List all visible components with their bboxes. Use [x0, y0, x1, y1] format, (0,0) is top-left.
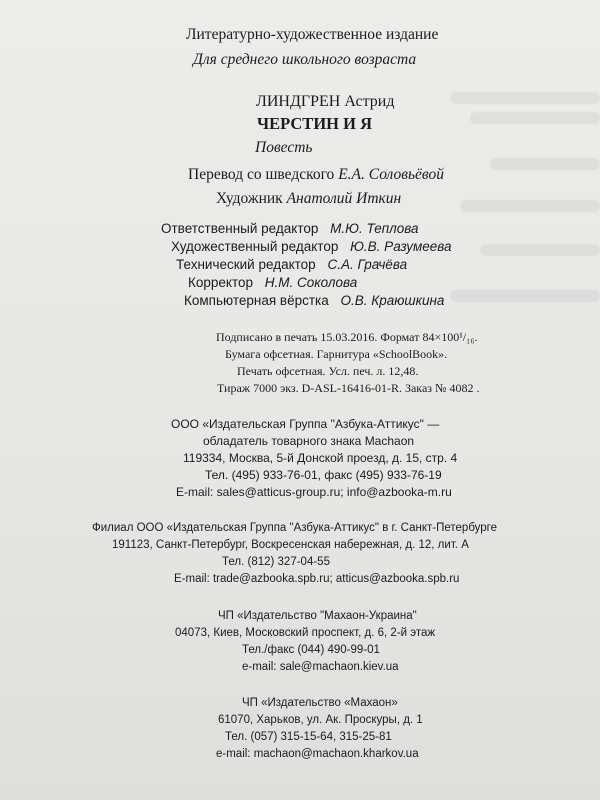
print-run: Тираж 7000 экз. D-ASL-16416-01-R. Заказ № 4082 .: [217, 381, 480, 395]
bleed-through-shadow: [450, 290, 600, 302]
age-group: Для среднего школьного возраста: [193, 51, 417, 68]
print-signed: Подписано в печать 15.03.2016. Формат 84×100¹/₁₆.: [216, 330, 478, 344]
print-sheets: Печать офсетная. Усл. печ. л. 12,48.: [237, 364, 419, 378]
kharkov-publisher-email: e-mail: machaon@machaon.kharkov.ua: [216, 748, 419, 760]
editor-role: Корректор: [188, 275, 254, 290]
ukraine-publisher-address: 04073, Киев, Московский проспект, д. 6, 2-й этаж: [175, 627, 436, 639]
edition-type: Литературно-художественное издание: [186, 26, 439, 43]
illustrator-credit: [216, 191, 401, 207]
bleed-through-shadow: [470, 112, 600, 124]
publisher-name: ООО «Издательская Группа "Азбука-Аттикус" —: [171, 417, 440, 431]
publisher-phone: Тел. (495) 933-76-01, факс (495) 933-76-19: [205, 468, 442, 482]
editor-name: О.В. Краюшкина: [340, 293, 445, 308]
editor-name: Ю.В. Разумеева: [350, 239, 452, 254]
ukraine-publisher-phone: Тел./факс (044) 490-99-01: [242, 644, 380, 656]
kharkov-publisher-phone: Тел. (057) 315-15-64, 315-25-81: [225, 731, 392, 743]
paper-font: Бумага офсетная. Гарнитура «SchoolBook».: [225, 347, 448, 361]
editor-name: С.А. Грачёва: [327, 257, 408, 272]
trademark-owner: обладатель товарного знака Machaon: [203, 434, 415, 448]
editor-name: М.Ю. Теплова: [330, 221, 419, 236]
book-genre: Повесть: [255, 139, 313, 156]
spb-branch-name: Филиал ООО «Издательская Группа "Азбука-Аттикус" в г. Санкт-Петербурге: [92, 522, 498, 534]
editor-line: [176, 258, 407, 272]
editor-line: [161, 222, 419, 236]
publisher-email: E-mail: sales@atticus-group.ru; info@azbooka-m.ru: [176, 485, 452, 499]
kharkov-publisher-address: 61070, Харьков, ул. Ак. Проскуры, д. 1: [218, 714, 423, 726]
bleed-through-shadow: [490, 158, 600, 170]
editor-line: [171, 240, 452, 254]
editor-role: Ответственный редактор: [161, 221, 319, 236]
bleed-through-shadow: [480, 244, 600, 256]
illustrator-label: Художник: [216, 190, 287, 207]
editor-line: [184, 294, 444, 308]
editor-line: [188, 276, 357, 290]
translator-name: Е.А. Соловьёвой: [338, 166, 444, 183]
publisher-address: 119334, Москва, 5-й Донской проезд, д. 15, стр. 4: [183, 451, 458, 465]
editor-role: Компьютерная вёрстка: [184, 293, 329, 308]
translation-label: Перевод со шведского: [188, 166, 339, 183]
editor-name: Н.М. Соколова: [264, 275, 358, 290]
book-author: ЛИНДГРЕН Астрид: [256, 93, 395, 110]
translation-credit: [188, 167, 444, 183]
kharkov-publisher-name: ЧП «Издательство «Махаон»: [242, 697, 398, 709]
spb-branch-phone: Тел. (812) 327-04-55: [222, 556, 330, 568]
ukraine-publisher-name: ЧП «Издательство "Махаон-Украина": [218, 610, 417, 622]
illustrator-name: Анатолий Иткин: [286, 190, 402, 207]
bleed-through-shadow: [450, 92, 600, 104]
ukraine-publisher-email: e-mail: sale@machaon.kiev.ua: [242, 661, 399, 673]
spb-branch-email: E-mail: trade@azbooka.spb.ru; atticus@azbooka.spb.ru: [174, 573, 460, 585]
book-title: ЧЕРСТИН И Я: [257, 114, 372, 133]
bleed-through-shadow: [460, 200, 600, 212]
spb-branch-address: 191123, Санкт-Петербург, Воскресенская набережная, д. 12, лит. А: [112, 539, 469, 551]
editor-role: Технический редактор: [176, 257, 316, 272]
editor-role: Художественный редактор: [171, 239, 339, 254]
